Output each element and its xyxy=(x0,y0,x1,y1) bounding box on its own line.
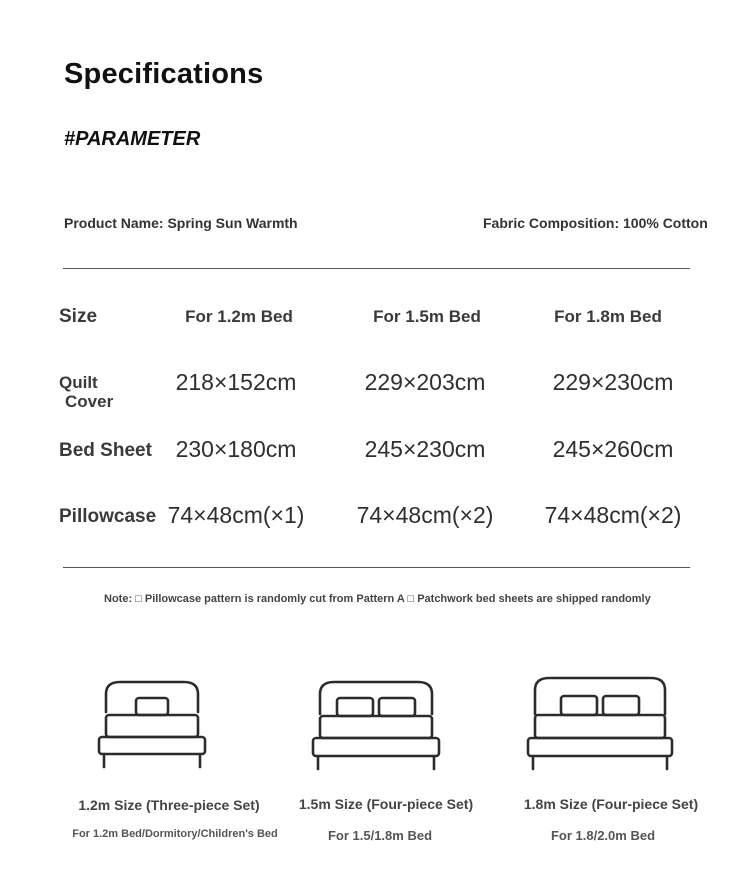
table-cell: 74×48cm(×1) xyxy=(167,502,305,528)
double-bed-icon xyxy=(310,678,442,772)
column-header-1-8m: For 1.8m Bed xyxy=(554,307,662,326)
row-label-bed-sheet: Bed Sheet xyxy=(59,440,152,461)
set-subtitle-1-2m: For 1.2m Bed/Dormitory/Children's Bed xyxy=(72,828,278,840)
column-header-1-5m: For 1.5m Bed xyxy=(373,307,481,326)
column-header-1-2m: For 1.2m Bed xyxy=(185,307,293,326)
king-bed-icon xyxy=(525,674,675,772)
table-cell: 245×230cm xyxy=(364,436,486,462)
set-title-1-5m: 1.5m Size (Four-piece Set) xyxy=(298,796,474,812)
section-subtitle: #PARAMETER xyxy=(64,128,201,150)
set-title-1-8m: 1.8m Size (Four-piece Set) xyxy=(523,796,699,812)
table-cell: 74×48cm(×2) xyxy=(544,502,682,528)
table-cell: 230×180cm xyxy=(175,436,297,462)
set-title-1-2m: 1.2m Size (Three-piece Set) xyxy=(78,797,260,813)
set-subtitle-1-8m: For 1.8/2.0m Bed xyxy=(550,828,656,843)
row-label-quilt-cover: Quilt Cover xyxy=(59,373,114,411)
table-top-divider xyxy=(63,268,690,269)
table-cell: 218×152cm xyxy=(175,369,297,395)
single-bed-icon xyxy=(96,678,208,770)
note-text: Note: □ Pillowcase pattern is randomly cut from Pattern A □ Patchwork bed sheets are shipped randomly xyxy=(104,593,651,605)
row-label-pillowcase: Pillowcase xyxy=(59,506,157,527)
product-name: Product Name: Spring Sun Warmth xyxy=(64,215,298,231)
page-title: Specifications xyxy=(64,58,264,90)
table-cell: 229×230cm xyxy=(552,369,674,395)
table-bottom-divider xyxy=(63,567,690,568)
table-cell: 245×260cm xyxy=(552,436,674,462)
fabric-composition: Fabric Composition: 100% Cotton xyxy=(483,215,708,231)
table-cell: 229×203cm xyxy=(364,369,486,395)
set-subtitle-1-5m: For 1.5/1.8m Bed xyxy=(327,828,433,843)
size-header-label: Size xyxy=(59,306,98,327)
table-cell: 74×48cm(×2) xyxy=(356,502,494,528)
